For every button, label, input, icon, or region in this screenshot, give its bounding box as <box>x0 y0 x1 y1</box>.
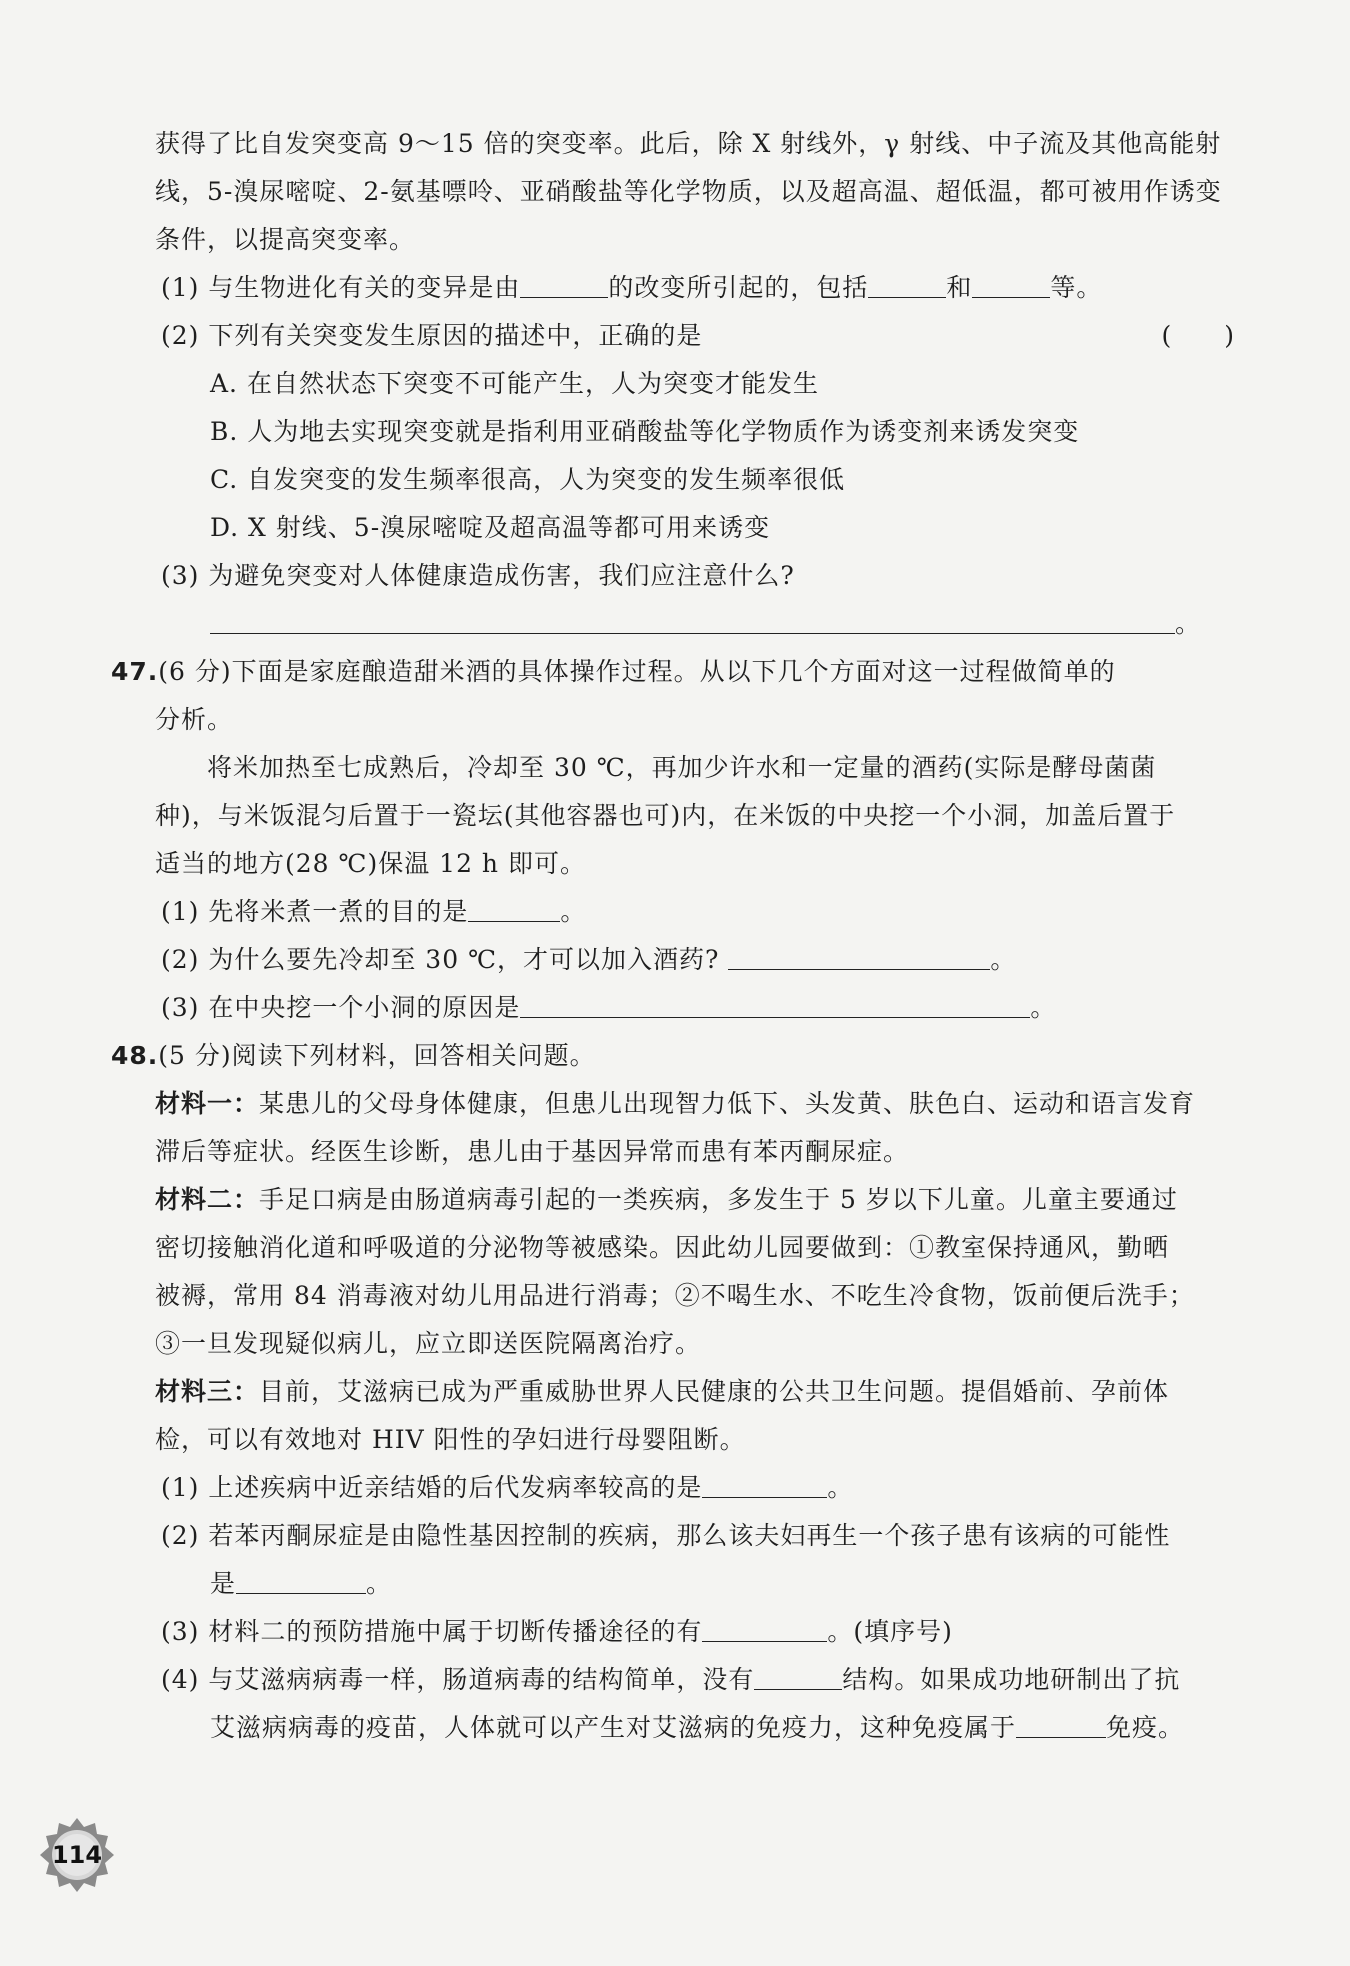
intro-line-3: 条件，以提高突变率。 <box>155 225 416 254</box>
q48-sub1: (1) 上述疾病中近亲结婚的后代发病率较高的是 。 <box>155 1464 1235 1512</box>
q48-material-3: 材料三：目前，艾滋病已成为严重威胁世界人民健康的公共卫生问题。提倡婚前、孕前体 <box>155 1377 1170 1406</box>
q46-sub1: (1) 与生物进化有关的变异是由 的改变所引起的，包括 和 等。 <box>155 264 1235 312</box>
q47-sub3: (3) 在中央挖一个小洞的原因是 。 <box>155 984 1235 1032</box>
page-content <box>111 120 1235 1752</box>
q47-sub2: (2) 为什么要先冷却至 30 ℃，才可以加入酒药? 。 <box>155 936 1235 984</box>
answer-blank[interactable] <box>702 1467 827 1498</box>
answer-blank[interactable] <box>728 939 990 970</box>
material-label: 材料一： <box>155 1089 260 1118</box>
q48-sub4: (4) 与艾滋病病毒一样，肠道病毒的结构简单，没有 结构。如果成功地研制出了抗 <box>155 1656 1235 1704</box>
intro-line-1: 获得了比自发突变高 9～15 倍的突变率。此后，除 X 射线外，γ 射线、中子流及其他高能射 <box>155 129 1222 158</box>
q48-sub2-cont: 是 。 <box>155 1560 1235 1608</box>
q48-sub3: (3) 材料二的预防措施中属于切断传播途径的有 。(填序号) <box>155 1608 1235 1656</box>
q46-sub2: (2) 下列有关突变发生原因的描述中，正确的是 ( ) <box>155 312 1235 360</box>
q47-header-cont: 分析。 <box>155 705 234 734</box>
q47-passage-3: 适当的地方(28 ℃)保温 12 h 即可。 <box>155 849 586 878</box>
q47-passage-1: 将米加热至七成熟后，冷却至 30 ℃，再加少许水和一定量的酒药(实际是酵母菌菌 <box>207 753 1157 782</box>
q46-option-a: A. 在自然状态下突变不可能产生，人为突变才能发生 <box>210 369 819 398</box>
q48-header: 48.(5 分)阅读下列材料，回答相关问题。 <box>111 1041 596 1070</box>
page-number: 114 <box>51 1841 103 1869</box>
material-label: 材料三： <box>155 1377 260 1406</box>
q48-material-2-cont-3: ③一旦发现疑似病儿，应立即送医院隔离治疗。 <box>155 1329 702 1358</box>
q48-material-2-cont-2: 被褥，常用 84 消毒液对幼儿用品进行消毒；②不喝生水、不吃生冷食物，饭前便后洗手； <box>155 1281 1195 1310</box>
q47-passage-2: 种)，与米饭混匀后置于一瓷坛(其他容器也可)内，在米饭的中央挖一个小洞，加盖后置于 <box>155 801 1176 830</box>
q46-sub3-answer: 。 <box>155 600 1235 648</box>
question-number: 47. <box>111 657 159 686</box>
q48-sub4-cont: 艾滋病病毒的疫苗，人体就可以产生对艾滋病的免疫力，这种免疫属于 免疫。 <box>155 1704 1235 1752</box>
q48-material-1-cont: 滞后等症状。经医生诊断，患儿由于基因异常而患有苯丙酮尿症。 <box>155 1137 910 1166</box>
q47-header: 47.(6 分)下面是家庭酿造甜米酒的具体操作过程。从以下几个方面对这一过程做简单的 <box>111 657 1116 686</box>
answer-blank[interactable] <box>236 1563 366 1594</box>
answer-blank[interactable] <box>520 987 1030 1018</box>
q48-material-2: 材料二：手足口病是由肠道病毒引起的一类疾病，多发生于 5 岁以下儿童。儿童主要通过 <box>155 1185 1178 1214</box>
answer-blank[interactable] <box>1016 1707 1106 1738</box>
answer-blank[interactable] <box>520 267 608 298</box>
answer-paren[interactable]: ( ) <box>1161 321 1235 350</box>
q46-option-c: C. 自发突变的发生频率很高，人为突变的发生频率很低 <box>210 465 846 494</box>
q46-option-b: B. 人为地去实现突变就是指利用亚硝酸盐等化学物质作为诱变剂来诱发突变 <box>210 417 1080 446</box>
q48-sub2: (2) 若苯丙酮尿症是由隐性基因控制的疾病，那么该夫妇再生一个孩子患有该病的可能性 <box>161 1521 1171 1550</box>
answer-blank[interactable] <box>972 267 1050 298</box>
q48-material-3-cont: 检，可以有效地对 HIV 阳性的孕妇进行母婴阻断。 <box>155 1425 746 1454</box>
answer-blank[interactable] <box>468 891 560 922</box>
question-number: 48. <box>111 1041 159 1070</box>
q46-sub3: (3) 为避免突变对人体健康造成伤害，我们应注意什么? <box>161 561 795 590</box>
answer-blank[interactable] <box>210 603 1175 634</box>
answer-blank[interactable] <box>702 1611 827 1642</box>
q46-option-d: D. X 射线、5-溴尿嘧啶及超高温等都可用来诱变 <box>210 513 771 542</box>
q48-material-2-cont-1: 密切接触消化道和呼吸道的分泌物等被感染。因此幼儿园要做到：①教室保持通风，勤晒 <box>155 1233 1170 1262</box>
answer-blank[interactable] <box>868 267 946 298</box>
material-label: 材料二： <box>155 1185 260 1214</box>
q47-sub1: (1) 先将米煮一煮的目的是 。 <box>155 888 1235 936</box>
page-number-badge <box>38 1816 116 1894</box>
intro-line-2: 线，5-溴尿嘧啶、2-氨基嘌呤、亚硝酸盐等化学物质，以及超高温、超低温，都可被用作诱变 <box>155 177 1222 206</box>
q48-material-1: 材料一：某患儿的父母身体健康，但患儿出现智力低下、头发黄、肤色白、运动和语言发育 <box>155 1089 1196 1118</box>
answer-blank[interactable] <box>754 1659 842 1690</box>
